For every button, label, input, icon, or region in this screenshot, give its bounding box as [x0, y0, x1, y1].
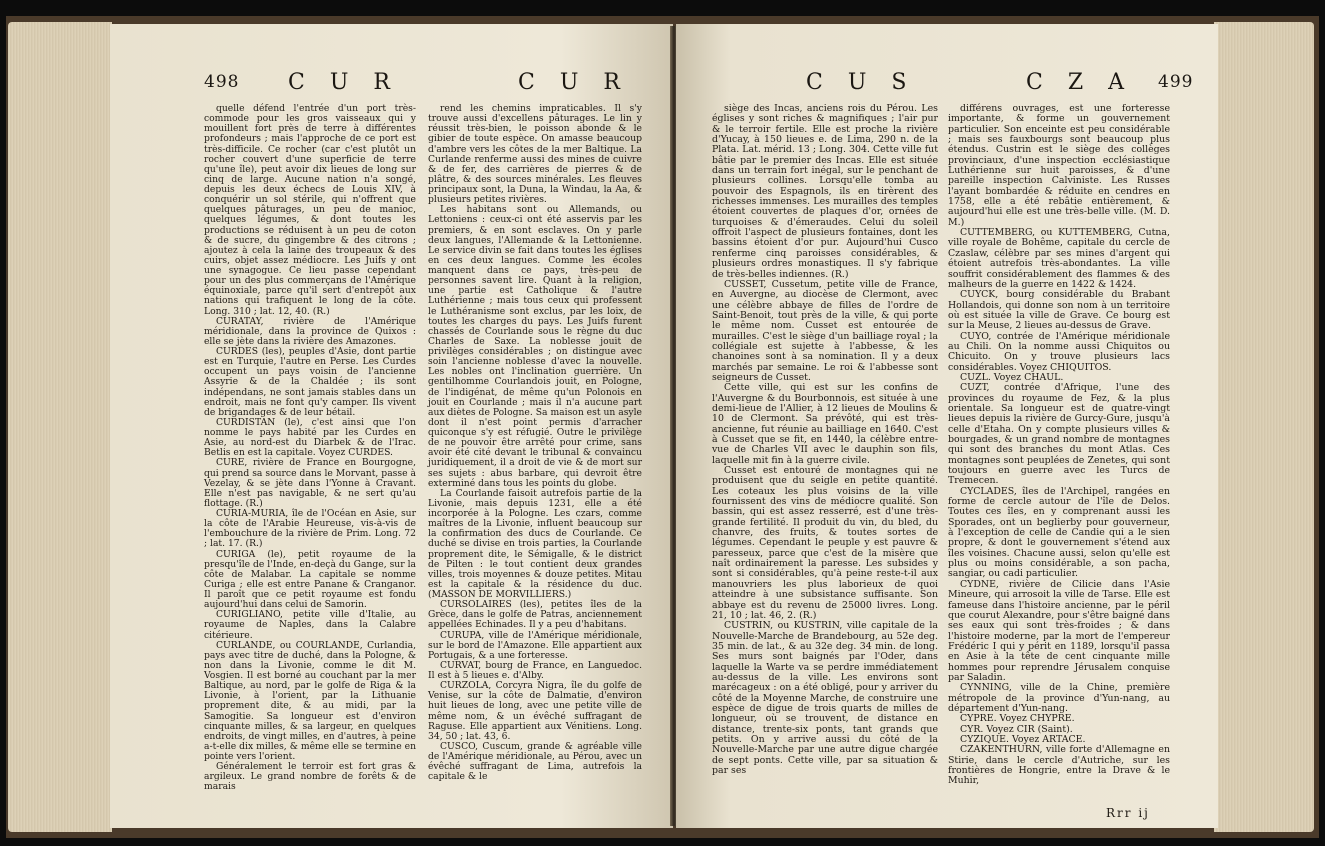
entry: La Courlande faisoit autrefois partie de la Livonie, mais depuis 1231, elle a été incorporée à la Pologne. Les czars, comme maîtres de la Livonie, influent beaucoup sur la confirmation des ducs de Courlande. Ce duché se divise en trois parties, la Courlande proprement dite, le Sémigalle, & le district de Pilten : le tout contient deux grandes villes, trois moyennes & douze petites. Mitau est la capitale & la résidence du duc. (MASSON DE MORVILLIERS.)	[428, 487, 642, 600]
text-column-2	[428, 104, 642, 782]
entry: CUYO, contrée de l'Amérique méridionale au Chili. On la nomme aussi Chiquitos ou Chicuito. On y trouve plusieurs lacs considérables. Voyez CHIQUITOS.	[948, 330, 1170, 373]
entry: CURVAT, bourg de France, en Languedoc. Il est à 5 lieues e. d'Alby.	[428, 659, 642, 681]
text-column-4	[948, 104, 1170, 787]
entry: CYPRE. Voyez CHYPRE.	[960, 713, 1075, 725]
entry: CUZL. Voyez CHAUL.	[960, 371, 1064, 383]
entry: différens ouvrages, est une forteresse importante, & forme un gouvernement particulier. Son enceinte est peu considérable ; mais ses fauxbourgs sont beaucoup plus étendus. Custrin est le siège des collèges provinciaux, d'une inspection ecclésiastique Luthérienne sur huit paroisses, & d'une pareille inspection Calviniste. Les Russes l'ayant bombardée & réduite en cendres en 1758, elle a été rebâtie entièrement, & aujourd'hui elle est une très-belle ville. (M. D. M.)	[948, 103, 1170, 228]
entry: CYDNE, rivière de Cilicie dans l'Asie Mineure, qui arrosoit la ville de Tarse. Elle est fameuse dans l'histoire ancienne, par le péril que courut Alexandre, pour s'être baigné dans ses eaux qui sont très-froides ; & dans l'histoire moderne, par la mort de l'empereur Frédéric I qui y périt en 1189, lorsqu'il passa en Asie à la tête de cent cinquante mille hommes pour reprendre Jérusalem conquise par Saladin.	[948, 578, 1170, 683]
entry: CURLANDE, ou COURLANDE, Curlandia, pays avec titre de duché, dans la Pologne, & non dans la Livonie, comme le dit M. Vosgien. Il est borné au couchant par la mer Baltique, au nord, par le golfe de Riga & la Livonie, à l'orient, par la Lithuanie proprement dite, & au midi, par la Samogitie. Sa longueur est d'environ cinquante milles, & sa largeur, en quelques endroits, de vingt milles, en d'autres, à peine a-t-elle dix milles, & même elle se termine en pointe vers l'orient.	[204, 639, 416, 762]
entry: CUSTRIN, ou KUSTRIN, ville capitale de la Nouvelle-Marche de Brandebourg, au 52e deg. 35 min. de lat., & au 32e deg. 34 min. de long. Ses murs sont baignés par l'Oder, dans laquelle la Warte va se perdre immédiatement au-dessus de la ville. Les environs sont marécageux : on a été obligé, pour y arriver du côté de la Moyenne Marche, de construire une espèce de digue de trois quarts de milles de longueur, où se trouvent, de distance en distance, trente-six ponts, tant grands que petits. On y arrive aussi du côté de la Nouvelle-Marche par une autre digue chargée de sept ponts. Cette ville, par sa situation & par ses	[712, 620, 938, 776]
entry: CURSOLAIRES (les), petites îles de la Grèce, dans le golfe de Patras, anciennement appellées Echinades. Il y a peu d'habitans.	[428, 599, 642, 631]
running-head: C U R	[518, 70, 629, 95]
running-head: C U S	[806, 70, 916, 95]
entry: CURIA-MURIA, île de l'Océan en Asie, sur la côte de l'Arabie Heureuse, vis-à-vis de l'embouchure de la rivière de Prim. Long. 72 ; lat. 17. (R.)	[204, 508, 416, 550]
right-page-header	[676, 72, 1218, 106]
entry: CURIGLIANO, petite ville d'Italie, au royaume de Naples, dans la Calabre citérieure.	[204, 609, 416, 641]
entry: Cusset est entouré de montagnes qui ne produisent que du seigle en petite quantité. Les coteaux les plus voisins de la ville fournissent des vins de médiocre qualité. Son bassin, qui est assez resserré, est d'une très-grande fertilité. Il produit du vin, du bled, du chanvre, des fruits, & toutes sortes de légumes. Cependant le peuple y est pauvre & paresseux, parce que c'est de la misère que naît ordinairement la paresse. Les subsides y sont si considérables, qu'à peine reste-t-il aux manouvriers les plus laborieux de quoi atteindre à une subsistance suffisante. Son abbaye est du revenu de 25000 livres. Long. 21, 10 ; lat. 46, 2. (R.)	[712, 465, 938, 621]
running-head: C Z A	[1026, 70, 1133, 95]
right-page-edges	[1214, 22, 1314, 832]
entry: Généralement le terroir est fort gras & argileux. Le grand nombre de forêts & de marais	[204, 761, 416, 793]
text-column-1	[204, 104, 416, 793]
page-number: 498	[204, 72, 240, 92]
right-page	[676, 24, 1218, 828]
page-number: 499	[1158, 72, 1194, 92]
entry: siège des Incas, anciens rois du Pérou. Les églises y sont riches & magnifiques ; l'air pur & le terroir fertile. Elle est proche la rivière d'Yucay, à 150 lieues e. de Lima, 290 n. de la Plata. Lat. mérid. 13 ; Long. 304. Cette ville fut bâtie par le premier des Incas. Elle est située dans un terrain fort inégal, sur le penchant de plusieurs collines. Lorsqu'elle tomba au pouvoir des Espagnols, ils en tirèrent des richesses immenses. Les murailles des temples étoient couvertes de plaques d'or, ornées de turquoises & d'émeraudes. Celui du soleil offroit l'aspect de plusieurs fontaines, dont les bassins étoient d'or pur. Aujourd'hui Cusco renferme cinq paroisses considérables, & plusieurs ordres monastiques. Il s'y fabrique de très-belles indiennes. (R.)	[712, 103, 938, 280]
entry: CURIGA (le), petit royaume de la presqu'île de l'Inde, en-deçà du Gange, sur la côte de Malabar. La capitale se nomme Curiga ; elle est entre Panane & Cranganor. Il paroît que ce petit royaume est fondu aujourd'hui dans celui de Samorin.	[204, 548, 416, 611]
entry: CURUPA, ville de l'Amérique méridionale, sur le bord de l'Amazone. Elle appartient aux Portugais, & a une forteresse.	[428, 629, 642, 661]
entry: CUSCO, Cuscum, grande & agréable ville de l'Amérique méridionale, au Pérou, avec un évêché suffragant de Lima, autrefois la capitale & le	[428, 740, 642, 783]
entry: rend les chemins impraticables. Il s'y trouve aussi d'excellens pâturages. Le lin y réussit très-bien, le poisson abonde & le gibier de toute espèce. On amasse beaucoup d'ambre vers les côtes de la mer Baltique. La Curlande renferme aussi des mines de cuivre & de fer, des carrières de pierres & de plâtre, & des sources minérales. Les fleuves principaux sont, la Duna, la Windau, la Aa, & plusieurs petites rivières.	[428, 103, 642, 206]
entry: CURDES (les), peuples d'Asie, dont partie est en Turquie, l'autre en Perse. Les Curdes occupent un pays voisin de l'ancienne Assyrie & de la Chaldée ; ils sont indépendans, ne sont jamais stables dans un endroit, mais ne font qu'y camper. Ils vivent de brigandages & de leur bétail.	[204, 346, 416, 418]
entry: CYZIQUE. Voyez ARTACE.	[960, 733, 1086, 745]
entry: CURDISTAN (le), c'est ainsi que l'on nomme le pays habité par les Curdes en Asie, au nord-est du Diarbek & de l'Irac. Betlis en est la capitale. Voyez CURDES.	[204, 416, 416, 459]
left-page	[110, 24, 673, 828]
running-head: C U R	[288, 70, 399, 95]
entry: CURE, rivière de France en Bourgogne, qui prend sa source dans le Morvant, passe à Vezelay, & se jète dans l'Yonne à Cravant. Elle n'est pas navigable, & ne sert qu'au flottage. (R.)	[204, 457, 416, 509]
entry: CZAKENTHURN, ville forte d'Allemagne en Stirie, dans le cercle d'Autriche, sur les frontières de Hongrie, entre la Drave & le Muhir,	[948, 744, 1170, 787]
entry: CUYCK, bourg considérable du Brabant Hollandois, qui donne son nom à un territoire où est située la ville de Grave. Ce bourg est sur la Meuse, 2 lieues au-dessus de Grave.	[948, 289, 1170, 332]
signature-mark: Rrr ij	[1106, 806, 1150, 820]
entry: CURZOLA, Corcyra Nigra, île du golfe de Venise, sur la côte de Dalmatie, d'environ huit lieues de long, avec une petite ville de même nom, & un évêché suffragant de Raguse. Elle appartient aux Vénitiens. Long. 34, 50 ; lat. 43, 6.	[428, 680, 642, 742]
entry: CURATAY, rivière de l'Amérique méridionale, dans la province de Quixos : elle se jète dans la rivière des Amazones.	[204, 315, 416, 347]
entry: CYR. Voyez CIR (Saint).	[960, 723, 1073, 735]
entry: CYCLADES, îles de l'Archipel, rangées en forme de cercle autour de l'île de Delos. Toutes ces îles, en y comprenant aussi les Sporades, ont un beglierby pour gouverneur, à l'exception de celle de Candie qui a le sien propre, & dont le gouvernement s'étend aux îles voisines. Chacune aussi, selon qu'elle est plus ou moins considérable, a son pacha, sangiar, ou cadi particulier.	[948, 485, 1170, 580]
entry: CUSSET, Cussetum, petite ville de France, en Auvergne, au diocèse de Clermont, avec une célèbre abbaye de filles de l'ordre de Saint-Benoit, tout près de la ville, & qui porte le même nom. Cusset est entourée de murailles. C'est le siège d'un bailliage royal ; la collégiale est sujette à l'abbesse, & les chanoines sont à sa nomination. Il y a deux marchés par semaine. Le roi & l'abbesse sont seigneurs de Cusset.	[712, 278, 938, 383]
entry: CYNNING, ville de la Chine, première métropole de la province d'Yun-nang, au département d'Yun-nang.	[948, 682, 1170, 714]
text-column-3	[712, 104, 938, 776]
entry: quelle défend l'entrée d'un port très-commode pour les gros vaisseaux qui y mouillent fort près de terre à différentes profondeurs ; mais l'approche de ce port est très-difficile. Ce rocher (car c'est plutôt un rocher couvert d'une superficie de terre qu'une île), peut avoir dix lieues de long sur cinq de large. Aucune nation n'a songé, depuis les deux échecs de Louis XIV, à conquérir un sol stérile, qui n'offrent que quelques pâturages, un peu de manioc, quelques légumes, & dont toutes les productions se réduisent à un peu de coton & de sucre, du gingembre & des citrons ; ajoutez à cela la laine des troupeaux & des cuirs, objet assez médiocre. Les Juifs y ont une synagogue. Ce lieu passe cependant pour un des plus commerçans de l'Amérique équinoxiale, parce qu'il sert d'entrepôt aux nations qui trafiquent le long de la côte. Long. 310 ; lat. 12, 40. (R.)	[204, 103, 416, 317]
left-page-edges	[8, 22, 112, 832]
entry: Les habitans sont ou Allemands, ou Lettoniens : ceux-ci ont été asservis par les premiers, & en sont esclaves. On y parle deux langues, l'Allemande & la Lettonienne. Le service divin se fait dans toutes les églises en ces deux langues. Comme les écoles manquent dans ce pays, très-peu de personnes savent lire. Quant à la religion, une partie est Catholique & l'autre Luthérienne ; mais tous ceux qui professent le Luthéranisme sont exclus, par les loix, de toutes les charges du pays. Les Juifs furent chassés de Courlande sous le règne du duc Charles de Saxe. La noblesse jouit de privilèges considérables ; on distingue avec soin l'ancienne noblesse d'avec la nouvelle. Les nobles ont l'inclination guerrière. Un gentilhomme Courlandois jouit, en Pologne, de l'indigénat, de même qu'un Polonois en jouit en Courlande ; mais il n'a aucune part aux diètes de Pologne. Sa maison est un asyle dont il n'est point permis d'arracher quiconque s'y est réfugié. Outre le privilège de ne pouvoir être arrêté pour crime, sans avoir été cité devant le tribunal & convaincu juridiquement, il a droit de vie & de mort sur ses sujets : abus barbare, qui devroit être exterminé dans tous les points du globe.	[428, 204, 642, 489]
entry: CUTTEMBERG, ou KUTTEMBERG, Cutna, ville royale de Bohême, capitale du cercle de Czaslaw, célèbre par ses mines d'argent qui étoient autrefois très-abondantes. La ville souffrit considérablement des flammes & des malheurs de la guerre en 1422 & 1424.	[948, 227, 1170, 290]
entry: CUZT, contrée d'Afrique, l'une des provinces du royaume de Fez, & la plus orientale. Sa longueur est de quatre-vingt lieues depuis la rivière de Gurcy-Gure, jusqu'à celle d'Etaha. On y compte plusieurs villes & bourgades, & un grand nombre de montagnes qui sont des branches du mont Atlas. Ces montagnes sont peuplées de Zenetes, qui sont toujours en guerre avec les Turcs de Tremecen.	[948, 382, 1170, 487]
entry: Cette ville, qui est sur les confins de l'Auvergne & du Bourbonnois, est située à une demi-lieue de l'Allier, à 12 lieues de Moulins & 10 de Clermont. Sa prévôté, qui est très-ancienne, fut réunie au bailliage en 1640. C'est à Cusset que se fit, en 1440, la célèbre entre-vue de Charles VII avec le dauphin son fils, laquelle mit fin à la guerre civile.	[712, 382, 938, 466]
left-page-header	[110, 72, 673, 106]
